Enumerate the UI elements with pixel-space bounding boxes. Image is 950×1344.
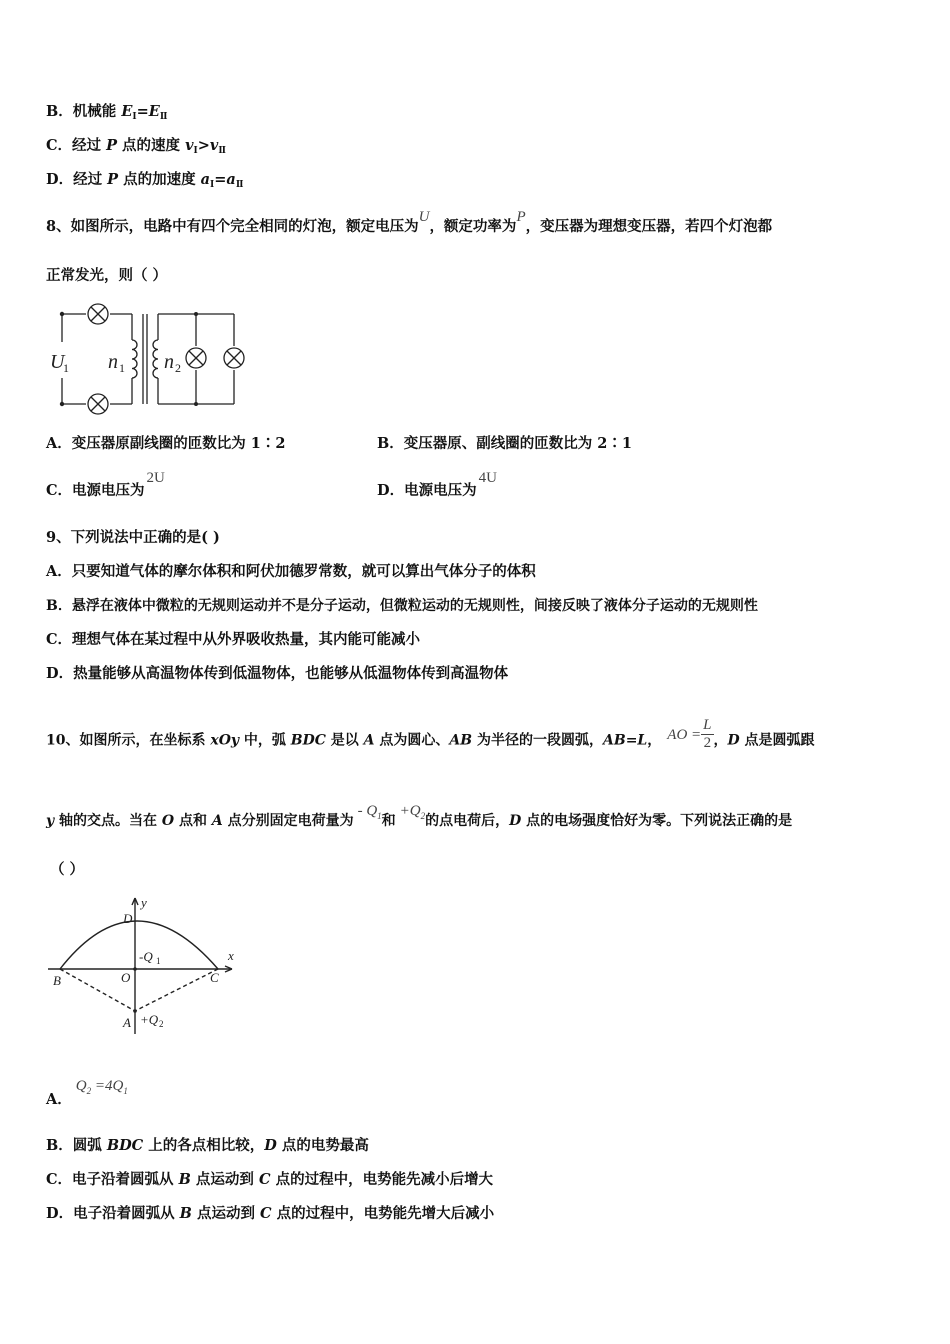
q10-option-d — [46, 1204, 494, 1224]
q8-stem-b: ，额定功率为 — [429, 218, 517, 235]
q7-option-d-point: P — [107, 171, 119, 188]
q9-option-b: B．悬浮在液体中微粒的无规则运动并不是分子运动，但微粒运动的无规则性，间接反映了液体分子运动的无规则性 — [46, 598, 758, 614]
q10-d: D — [727, 732, 740, 749]
q10-option-a-eq: =4Q — [91, 1078, 124, 1094]
q8-stem-a: 8、如图所示，电路中有四个完全相同的灯泡，额定电压为 — [46, 218, 419, 235]
q10-pos-q2-sub: 2 — [420, 811, 426, 821]
q10-s7: ， — [713, 732, 728, 749]
q7-option-c-sub1: Ⅰ — [193, 146, 198, 156]
q10-option-b-c: 点的电势最高 — [276, 1137, 369, 1154]
q10-o: O — [161, 813, 175, 829]
q8-option-a: A．变压器原副线圈的匝数比为 1∶2 — [46, 435, 286, 452]
q10-pos-q2-text: +Q — [399, 803, 421, 819]
q10-l2d: 点分别固定电荷量为 — [222, 813, 354, 829]
q8-option-d-text: D．电源电压为 — [377, 482, 477, 499]
q10-neg-q1-text: - Q — [357, 803, 378, 819]
q10-option-a-label: A． — [46, 1091, 72, 1108]
q10-s4: 点为圆心、 — [374, 732, 450, 749]
q10-ab: AB — [449, 732, 473, 749]
q10-s5: 为半径的一段圆弧， — [472, 732, 603, 749]
q10-fig-Q1-sub: 1 — [156, 956, 161, 966]
q10-option-d-b: 点运动到 — [191, 1205, 260, 1222]
q8-stem-line1 — [46, 209, 773, 237]
q10-fig-B: B — [53, 973, 61, 988]
q10-option-c — [46, 1170, 493, 1190]
q10-l2g: 点的电场强度恰好为零。下列说法正确的是 — [521, 813, 793, 829]
q8-option-c — [46, 470, 165, 501]
q10-l2-d: D — [509, 813, 522, 829]
q10-l2e: 和 — [381, 813, 396, 829]
q7-option-d-op: = — [214, 171, 227, 188]
q7-option-c-var1: v — [185, 137, 194, 154]
q8-rated-voltage-symbol: U — [418, 209, 430, 225]
q7-option-d — [46, 170, 243, 195]
q10-neg-q1-sub: 1 — [377, 811, 382, 821]
q10-fig-Q2-sub: 2 — [159, 1019, 164, 1029]
q10-s8: 点是圆弧跟 — [739, 732, 815, 749]
q7-option-b — [46, 102, 167, 127]
q8-fig-n2-sub: 2 — [175, 361, 181, 375]
q10-fraction — [701, 717, 713, 752]
q10-option-b-bdc: BDC — [106, 1137, 144, 1154]
q10-l2c: 点和 — [174, 813, 212, 829]
q7-option-c-prefix: C．经过 — [46, 137, 107, 154]
q10-option-c-b-point: B — [178, 1171, 191, 1188]
q9-option-c: C．理想气体在某过程中从外界吸收热量，其内能可能减小 — [46, 631, 421, 648]
q8-option-c-text: C．电源电压为 — [46, 482, 145, 499]
q7-option-c-sub2: Ⅱ — [218, 146, 226, 156]
q7-option-d-sub1: Ⅰ — [210, 180, 215, 190]
q8-option-d — [377, 470, 497, 501]
q7-option-d-var1: a — [200, 171, 211, 188]
q10-stem-line2 — [46, 803, 793, 836]
q10-option-d-c-point: C — [260, 1205, 272, 1222]
q7-option-d-sub2: Ⅱ — [235, 180, 244, 190]
q10-option-a-q: Q — [75, 1078, 87, 1094]
q8-fig-U1-sub: 1 — [63, 361, 69, 375]
q10-fig-O: O — [121, 970, 131, 985]
q10-fig-D: D — [123, 911, 133, 926]
q10-option-d-c: 点的过程中，电势能先增大后减小 — [271, 1205, 495, 1222]
q7-option-c-point: P — [106, 137, 117, 154]
q7-option-c-mid: 点的速度 — [117, 137, 186, 154]
q9-stem: 9、下列说法中正确的是( ) — [46, 529, 220, 546]
q10-s2: 中，弧 — [239, 732, 291, 749]
q7-option-b-eq: = — [136, 103, 149, 120]
q10-option-c-a: C．电子沿着圆弧从 — [46, 1171, 179, 1188]
q10-l2-a: A — [211, 813, 223, 829]
q10-option-a-sub2: 1 — [123, 1086, 128, 1096]
q8-fig-n1-sub: 1 — [119, 361, 125, 375]
q7-option-c — [46, 136, 226, 161]
q10-option-b — [46, 1136, 369, 1156]
q8-circuit-diagram — [46, 300, 256, 420]
q10-fig-Q1: -Q — [139, 949, 153, 964]
q7-option-d-mid: 点的加速度 — [118, 171, 201, 188]
q10-fig-y: y — [141, 895, 147, 910]
q10-ab-eq-l: AB=L — [603, 732, 648, 749]
q10-fig-C: C — [210, 970, 219, 985]
q7-option-b-prefix: B．机械能 — [46, 103, 122, 120]
q8-fig-U1: U — [50, 351, 65, 373]
q10-neg-q1 — [358, 803, 382, 819]
q10-fraction-den: 2 — [703, 735, 712, 751]
q10-pos-q2 — [400, 803, 425, 819]
q7-option-c-op: > — [197, 137, 210, 154]
q8-fig-n2: n — [164, 351, 174, 373]
q10-fig-A: A — [123, 1015, 131, 1030]
q10-option-a-formula — [76, 1078, 128, 1094]
q8-stem-c: ，变压器为理想变压器，若四个灯泡都 — [525, 218, 773, 235]
q10-a: A — [363, 732, 375, 749]
q10-s1: 10、如图所示，在坐标系 — [46, 732, 211, 749]
q10-fig-Q2: +Q — [140, 1012, 159, 1027]
q10-bdc: BDC — [290, 732, 326, 749]
q10-option-b-a: B．圆弧 — [46, 1137, 107, 1154]
q8-fig-n1: n — [108, 351, 118, 373]
q10-stem-line3: （ ） — [50, 861, 85, 878]
q10-option-a-sub1: 2 — [86, 1086, 92, 1096]
q10-option-d-a: D．电子沿着圆弧从 — [46, 1205, 180, 1222]
q10-l2f: 的点电荷后， — [425, 813, 510, 829]
q10-xoy: xOy — [210, 732, 240, 749]
q10-s3: 是以 — [325, 732, 364, 749]
q7-option-b-sub2: Ⅱ — [159, 112, 168, 122]
q10-option-b-b: 上的各点相比较， — [143, 1137, 265, 1154]
q9-option-a: A．只要知道气体的摩尔体积和阿伏加德罗常数，就可以算出气体分子的体积 — [46, 563, 536, 580]
q10-fraction-num: L — [703, 717, 712, 733]
q10-fig-x: x — [228, 948, 234, 963]
q10-option-c-b: 点运动到 — [190, 1171, 259, 1188]
q7-option-d-prefix: D．经过 — [46, 171, 108, 188]
q10-option-b-d: D — [264, 1137, 277, 1154]
q7-option-b-sub1: Ⅰ — [132, 112, 137, 122]
q9-option-d: D．热量能够从高温物体传到低温物体，也能够从低温物体传到高温物体 — [46, 665, 509, 682]
q10-option-c-c-point: C — [258, 1171, 271, 1188]
q10-l2b: 轴的交点。当在 — [54, 813, 162, 829]
q8-rated-power-symbol: P — [516, 209, 526, 225]
q8-option-c-value: 2U — [146, 470, 165, 486]
q10-s6: ， — [647, 732, 662, 749]
q8-option-d-value: 4U — [478, 470, 497, 486]
q10-coordinate-figure — [44, 893, 244, 1038]
q10-ao: AO = — [667, 726, 702, 743]
q8-option-b: B．变压器原、副线圈的匝数比为 2∶1 — [377, 435, 632, 452]
q10-option-c-c: 点的过程中，电势能先减小后增大 — [270, 1171, 494, 1188]
q10-stem-line1 — [46, 717, 815, 758]
q7-option-b-var2: E — [148, 103, 160, 120]
q10-option-d-b-point: B — [179, 1205, 192, 1222]
q10-y: y — [46, 813, 55, 829]
q10-option-a — [46, 1078, 128, 1115]
q7-option-b-var1: E — [121, 103, 133, 120]
q8-stem-line2: 正常发光，则（ ） — [46, 267, 168, 284]
q7-option-d-var2: a — [226, 171, 236, 188]
q7-option-c-var2: v — [209, 137, 219, 154]
